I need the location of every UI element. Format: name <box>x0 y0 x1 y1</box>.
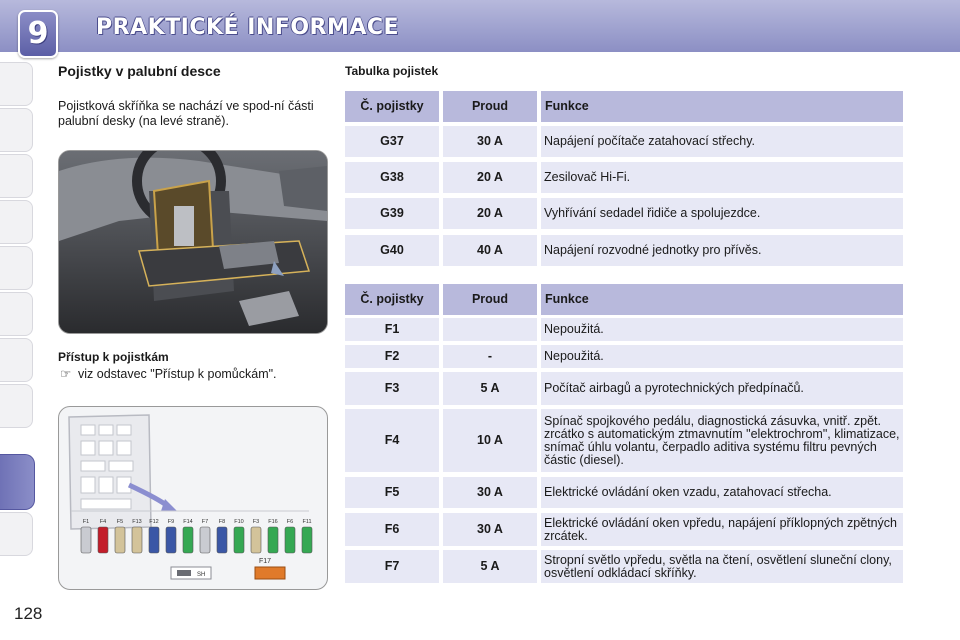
fuse-label: F16 <box>268 519 278 525</box>
pointing-hand-icon: ☞ <box>60 367 72 381</box>
column-header-function: Funkce <box>541 91 903 122</box>
fuse-label: F11 <box>302 519 312 525</box>
table-header-2 <box>345 284 903 315</box>
fuse <box>98 527 108 553</box>
fuse-current: 40 A <box>443 235 537 266</box>
fuse-label: F4 <box>99 519 107 525</box>
fuse-box-illustration <box>59 407 327 589</box>
page-number: 128 <box>14 604 43 623</box>
fuse-id: G38 <box>345 162 439 193</box>
fuse <box>200 527 210 553</box>
fuse-label: F8 <box>218 519 226 525</box>
table-row <box>345 409 903 472</box>
fuse-id: F4 <box>345 409 439 472</box>
fuse-label: F13 <box>132 519 142 525</box>
fuse <box>115 527 125 553</box>
small-block-label: SH <box>197 572 206 578</box>
fuse-label: F6 <box>286 519 294 525</box>
fuse-current: 30 A <box>443 477 537 508</box>
access-title: Přístup k pojistkám <box>58 350 169 364</box>
fuse-current: 30 A <box>443 513 537 546</box>
fuse-label: F5 <box>116 519 124 525</box>
fuse <box>302 527 312 553</box>
table-row <box>345 477 903 508</box>
table-row <box>345 198 903 229</box>
fuse <box>285 527 295 553</box>
fuse <box>132 527 142 553</box>
table-row <box>345 126 903 157</box>
fuse-label: F3 <box>252 519 260 525</box>
fuse-label: F14 <box>183 519 193 525</box>
column-header-current: Proud <box>443 284 537 315</box>
fuse-current: 10 A <box>443 409 537 472</box>
fuse-current <box>443 318 537 341</box>
fuse-current: 5 A <box>443 550 537 583</box>
fuse-function: Zesilovač Hi-Fi. <box>541 162 903 193</box>
fuse-label: F7 <box>201 519 209 525</box>
table-row <box>345 550 903 583</box>
table-row <box>345 162 903 193</box>
chapter-tab-7[interactable] <box>0 338 33 382</box>
fuse-current: 30 A <box>443 126 537 157</box>
table-row <box>345 372 903 405</box>
relay-label: F17 <box>259 558 272 565</box>
fuse-label: F9 <box>167 519 175 525</box>
fuse-function: Nepoužitá. <box>541 318 903 341</box>
column-header-fuse-number: Č. pojistky <box>345 284 439 315</box>
fuse <box>149 527 159 553</box>
fuse-label: F1 <box>82 519 90 525</box>
chapter-tabs <box>0 62 36 582</box>
fuse-current: 20 A <box>443 198 537 229</box>
table-header-1 <box>345 91 903 122</box>
fuse-id: G40 <box>345 235 439 266</box>
fuse-current: 20 A <box>443 162 537 193</box>
fuse <box>234 527 244 553</box>
table-row <box>345 513 903 546</box>
access-reference <box>60 366 277 381</box>
fuse-id: G39 <box>345 198 439 229</box>
chapter-tab-1[interactable] <box>0 62 33 106</box>
fuse <box>217 527 227 553</box>
dashboard-illustration <box>59 151 327 333</box>
fuse-id: F5 <box>345 477 439 508</box>
fuse-function: Spínač spojkového pedálu, diagnostická zásuvka, vnitř. zpět. zrcátko s automatickým ztmavnutím "elektrochrom", klimatizace, snímač úhlu volantu, čerpadlo aditiva systému filtru pevných částic (diesel). <box>541 409 903 472</box>
column-header-function: Funkce <box>541 284 903 315</box>
fuse-function: Elektrické ovládání oken vzadu, zatahovací střecha. <box>541 477 903 508</box>
column-header-current: Proud <box>443 91 537 122</box>
fuse-current: 5 A <box>443 372 537 405</box>
page-title: PRAKTICKÉ INFORMACE <box>96 15 400 40</box>
fuse-id: F1 <box>345 318 439 341</box>
fuse <box>183 527 193 553</box>
fuse-function: Počítač airbagů a pyrotechnických předpínačů. <box>541 372 903 405</box>
table-row <box>345 235 903 266</box>
table-row <box>345 318 903 341</box>
fuse <box>166 527 176 553</box>
fuse-id: F7 <box>345 550 439 583</box>
fuse-label: F10 <box>234 519 244 525</box>
relay-f17 <box>255 567 285 579</box>
fuse-current: - <box>443 345 537 368</box>
fuse <box>268 527 278 553</box>
chapter-tab-8[interactable] <box>0 384 33 428</box>
chapter-tab-2[interactable] <box>0 108 33 152</box>
table-row <box>345 345 903 368</box>
table-caption: Tabulka pojistek <box>345 64 439 78</box>
chapter-badge: 9 <box>18 10 58 58</box>
fuse-id: F3 <box>345 372 439 405</box>
chapter-tab-5[interactable] <box>0 246 33 290</box>
fuse-function: Nepoužitá. <box>541 345 903 368</box>
fuse-function: Vyhřívání sedadel řidiče a spolujezdce. <box>541 198 903 229</box>
fuse-function: Stropní světlo vpředu, světla na čtení, osvětlení sluneční clony, osvětlení odkládací skříňky. <box>541 550 903 583</box>
chapter-tab-3[interactable] <box>0 154 33 198</box>
fuse-function: Napájení rozvodné jednotky pro přívěs. <box>541 235 903 266</box>
fuse-id: G37 <box>345 126 439 157</box>
chapter-tab-9-active[interactable] <box>0 454 35 510</box>
fuse-function: Elektrické ovládání oken vpředu, napájení příklopných zpětných zrcátek. <box>541 513 903 546</box>
column-header-fuse-number: Č. pojistky <box>345 91 439 122</box>
fuse-function: Napájení počítače zatahovací střechy. <box>541 126 903 157</box>
fuse-id: F6 <box>345 513 439 546</box>
access-text: viz odstavec "Přístup k pomůckám". <box>78 367 277 381</box>
fuse-box-diagram <box>58 406 328 590</box>
dashboard-photo <box>58 150 328 334</box>
fuse-id: F2 <box>345 345 439 368</box>
chapter-tab-4[interactable] <box>0 200 33 244</box>
chapter-tab-10[interactable] <box>0 512 33 556</box>
header-divider <box>0 52 960 58</box>
intro-text: Pojistková skříňka se nachází ve spod-ní části palubní desky (na levé straně). <box>58 99 314 128</box>
chapter-tab-6[interactable] <box>0 292 33 336</box>
section-title: Pojistky v palubní desce <box>58 63 221 79</box>
fuse-label: F12 <box>149 519 159 525</box>
fuse <box>81 527 91 553</box>
fuse <box>251 527 261 553</box>
